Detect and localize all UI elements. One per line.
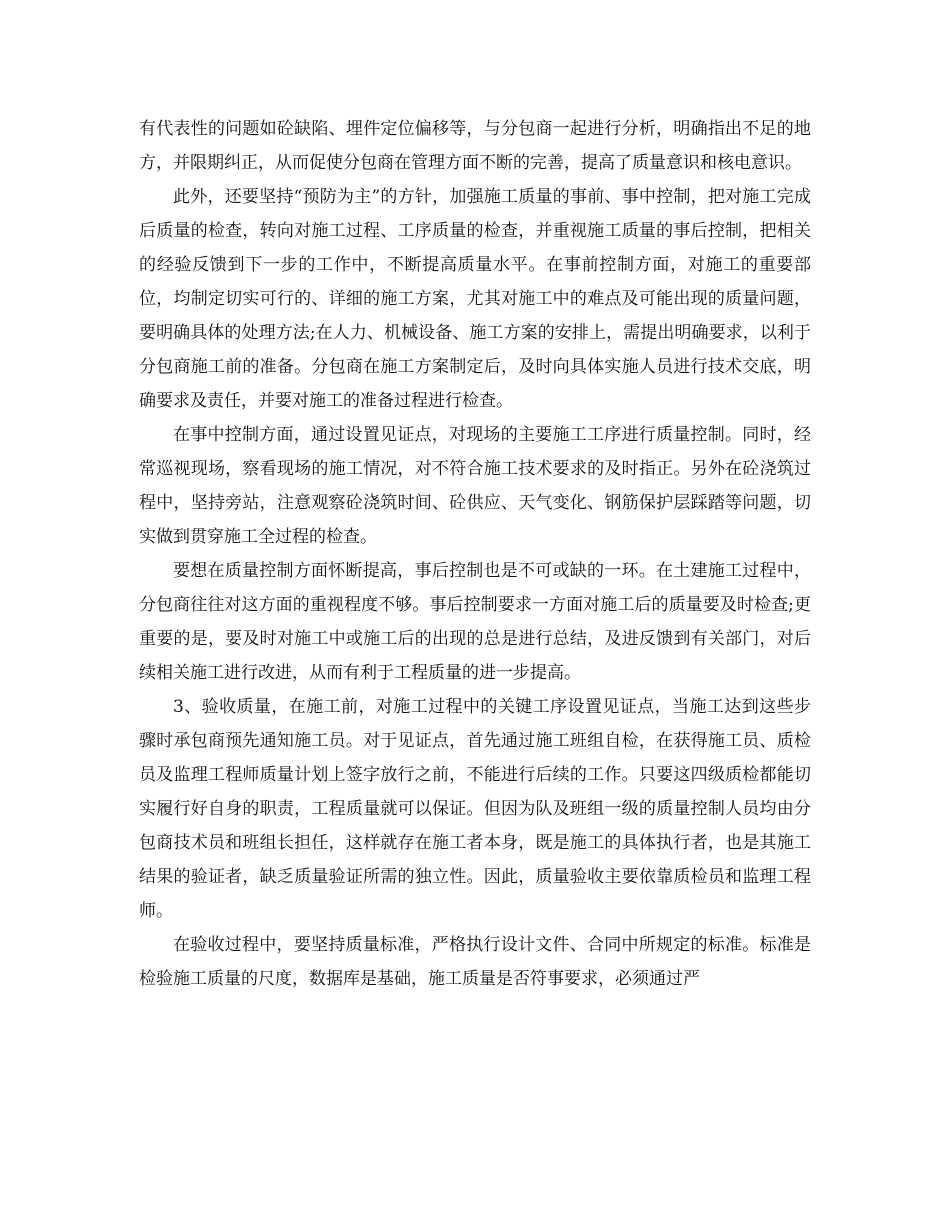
paragraph-acceptance-quality: 3、验收质量，在施工前，对施工过程中的关键工序设置见证点，当施工达到这些步骤时承包商预先通知施工员。对于见证点，首先通过施工班组自检，在获得施工员、质检员及监理工程师质量计划上签字放行之前，不能进行后续的工作。只要这四级质检都能切实履行好自身的职责，工程质量就可以保证。但因为队及班组一级的质量控制人员均由分包商技术员和班组长担任，这样就存在施工者本身，既是施工的具体执行者，也是其施工结果的验证者，缺乏质量验证所需的独立性。因此，质量验收主要依靠质检员和监理工程师。 [139, 697, 811, 921]
document-page [139, 112, 811, 996]
paragraph-prevention-policy: 此外，还要坚持“预防为主”的方针，加强施工质量的事前、事中控制，把对施工完成后质量的检查，转向对施工过程、工序质量的检查，并重视施工质量的事后控制，把相关的经验反馈到下一步的工作中，不断提高质量水平。在事前控制方面，对施工的重要部位，均制定切实可行的、详细的施工方案，尤其对施工中的难点及可能出现的质量问题，要明确具体的处理方法;在人力、机械设备、施工方案的安排上，需提出明确要求，以利于分包商施工前的准备。分包商在施工方案制定后，及时向具体实施人员进行技术交底，明确要求及责任，并要对施工的准备过程进行检查。 [139, 187, 811, 411]
paragraph-in-process-control: 在事中控制方面，通过设置见证点，对现场的主要施工工序进行质量控制。同时，经常巡视现场，察看现场的施工情况，对不符合施工技术要求的及时指正。另外在砼浇筑过程中，坚持旁站，注意观察砼浇筑时间、砼供应、天气变化、钢筋保护层踩踏等问题，切实做到贯穿施工全过程的检查。 [139, 425, 811, 547]
paragraph-post-control: 要想在质量控制方面怀断提高，事后控制也是不可或缺的一环。在土建施工过程中，分包商往往对这方面的重视程度不够。事后控制要求一方面对施工后的质量要及时检查;更重要的是，要及时对施工中或施工后的出现的总是进行总结，及进反馈到有关部门，对后续相关施工进行改进，从而有利于工程质量的进一步提高。 [139, 561, 811, 683]
paragraph-acceptance-process: 在验收过程中，要坚持质量标准，严格执行设计文件、合同中所规定的标准。标准是检验施工质量的尺度，数据库是基础，施工质量是否符事要求，必须通过严 [139, 935, 811, 989]
paragraph-continuation: 有代表性的问题如砼缺陷、埋件定位偏移等，与分包商一起进行分析，明确指出不足的地方，并限期纠正，从而促使分包商在管理方面不断的完善，提高了质量意识和核电意识。 [139, 119, 811, 173]
